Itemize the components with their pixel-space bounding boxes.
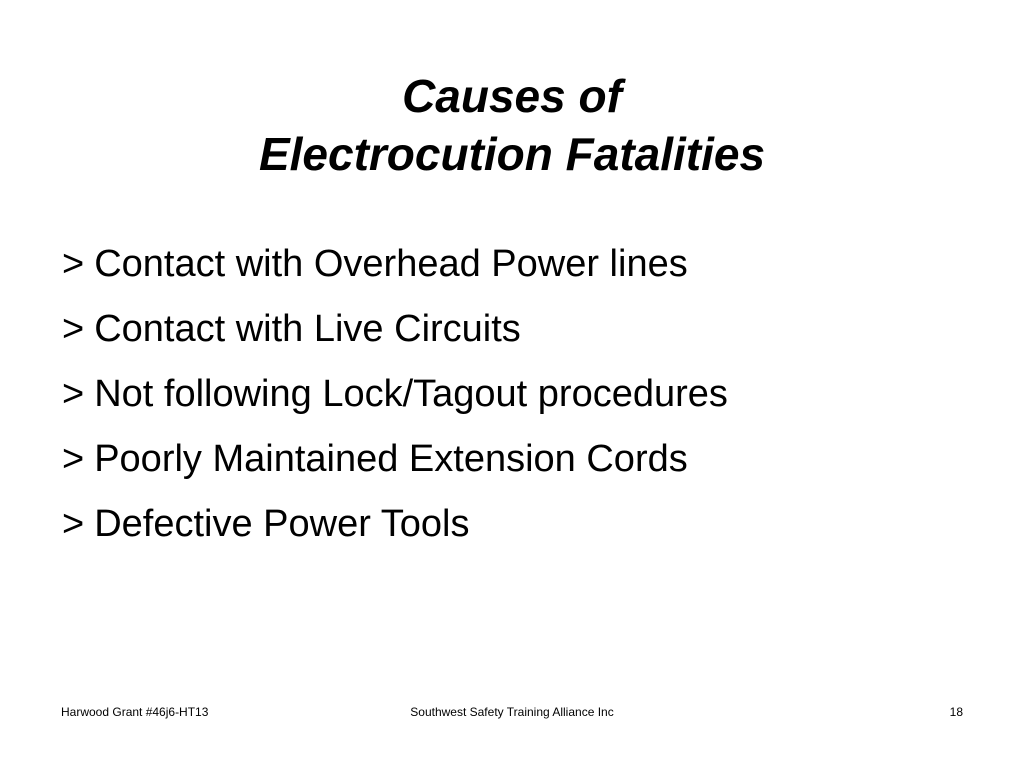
bullet-item [62,362,728,427]
bullet-text: Defective Power Tools [94,503,470,545]
bullet-text: Not following Lock/Tagout procedures [94,373,728,415]
bullet-list [62,232,728,557]
bullet-item [62,492,728,557]
bullet-marker: > [62,438,85,480]
slide-title-line: Electrocution Fatalities [258,127,766,180]
footer-grant-text: Harwood Grant #46j6-HT13 [61,705,209,719]
bullet-text: Contact with Live Circuits [94,308,521,350]
bullet-marker: > [62,243,85,285]
bullet-marker: > [62,373,85,415]
bullet-text: Poorly Maintained Extension Cords [94,438,688,480]
bullet-marker: > [62,503,85,545]
bullet-text: Contact with Overhead Power lines [94,243,688,285]
bullet-item [62,232,728,297]
slide-title [0,67,1024,183]
bullet-item [62,427,728,492]
bullet-marker: > [62,308,85,350]
footer-organization-text: Southwest Safety Training Alliance Inc [410,705,614,719]
footer-page-number: 18 [949,705,963,719]
slide-title-line: Causes of [402,69,622,122]
bullet-item [62,297,728,362]
